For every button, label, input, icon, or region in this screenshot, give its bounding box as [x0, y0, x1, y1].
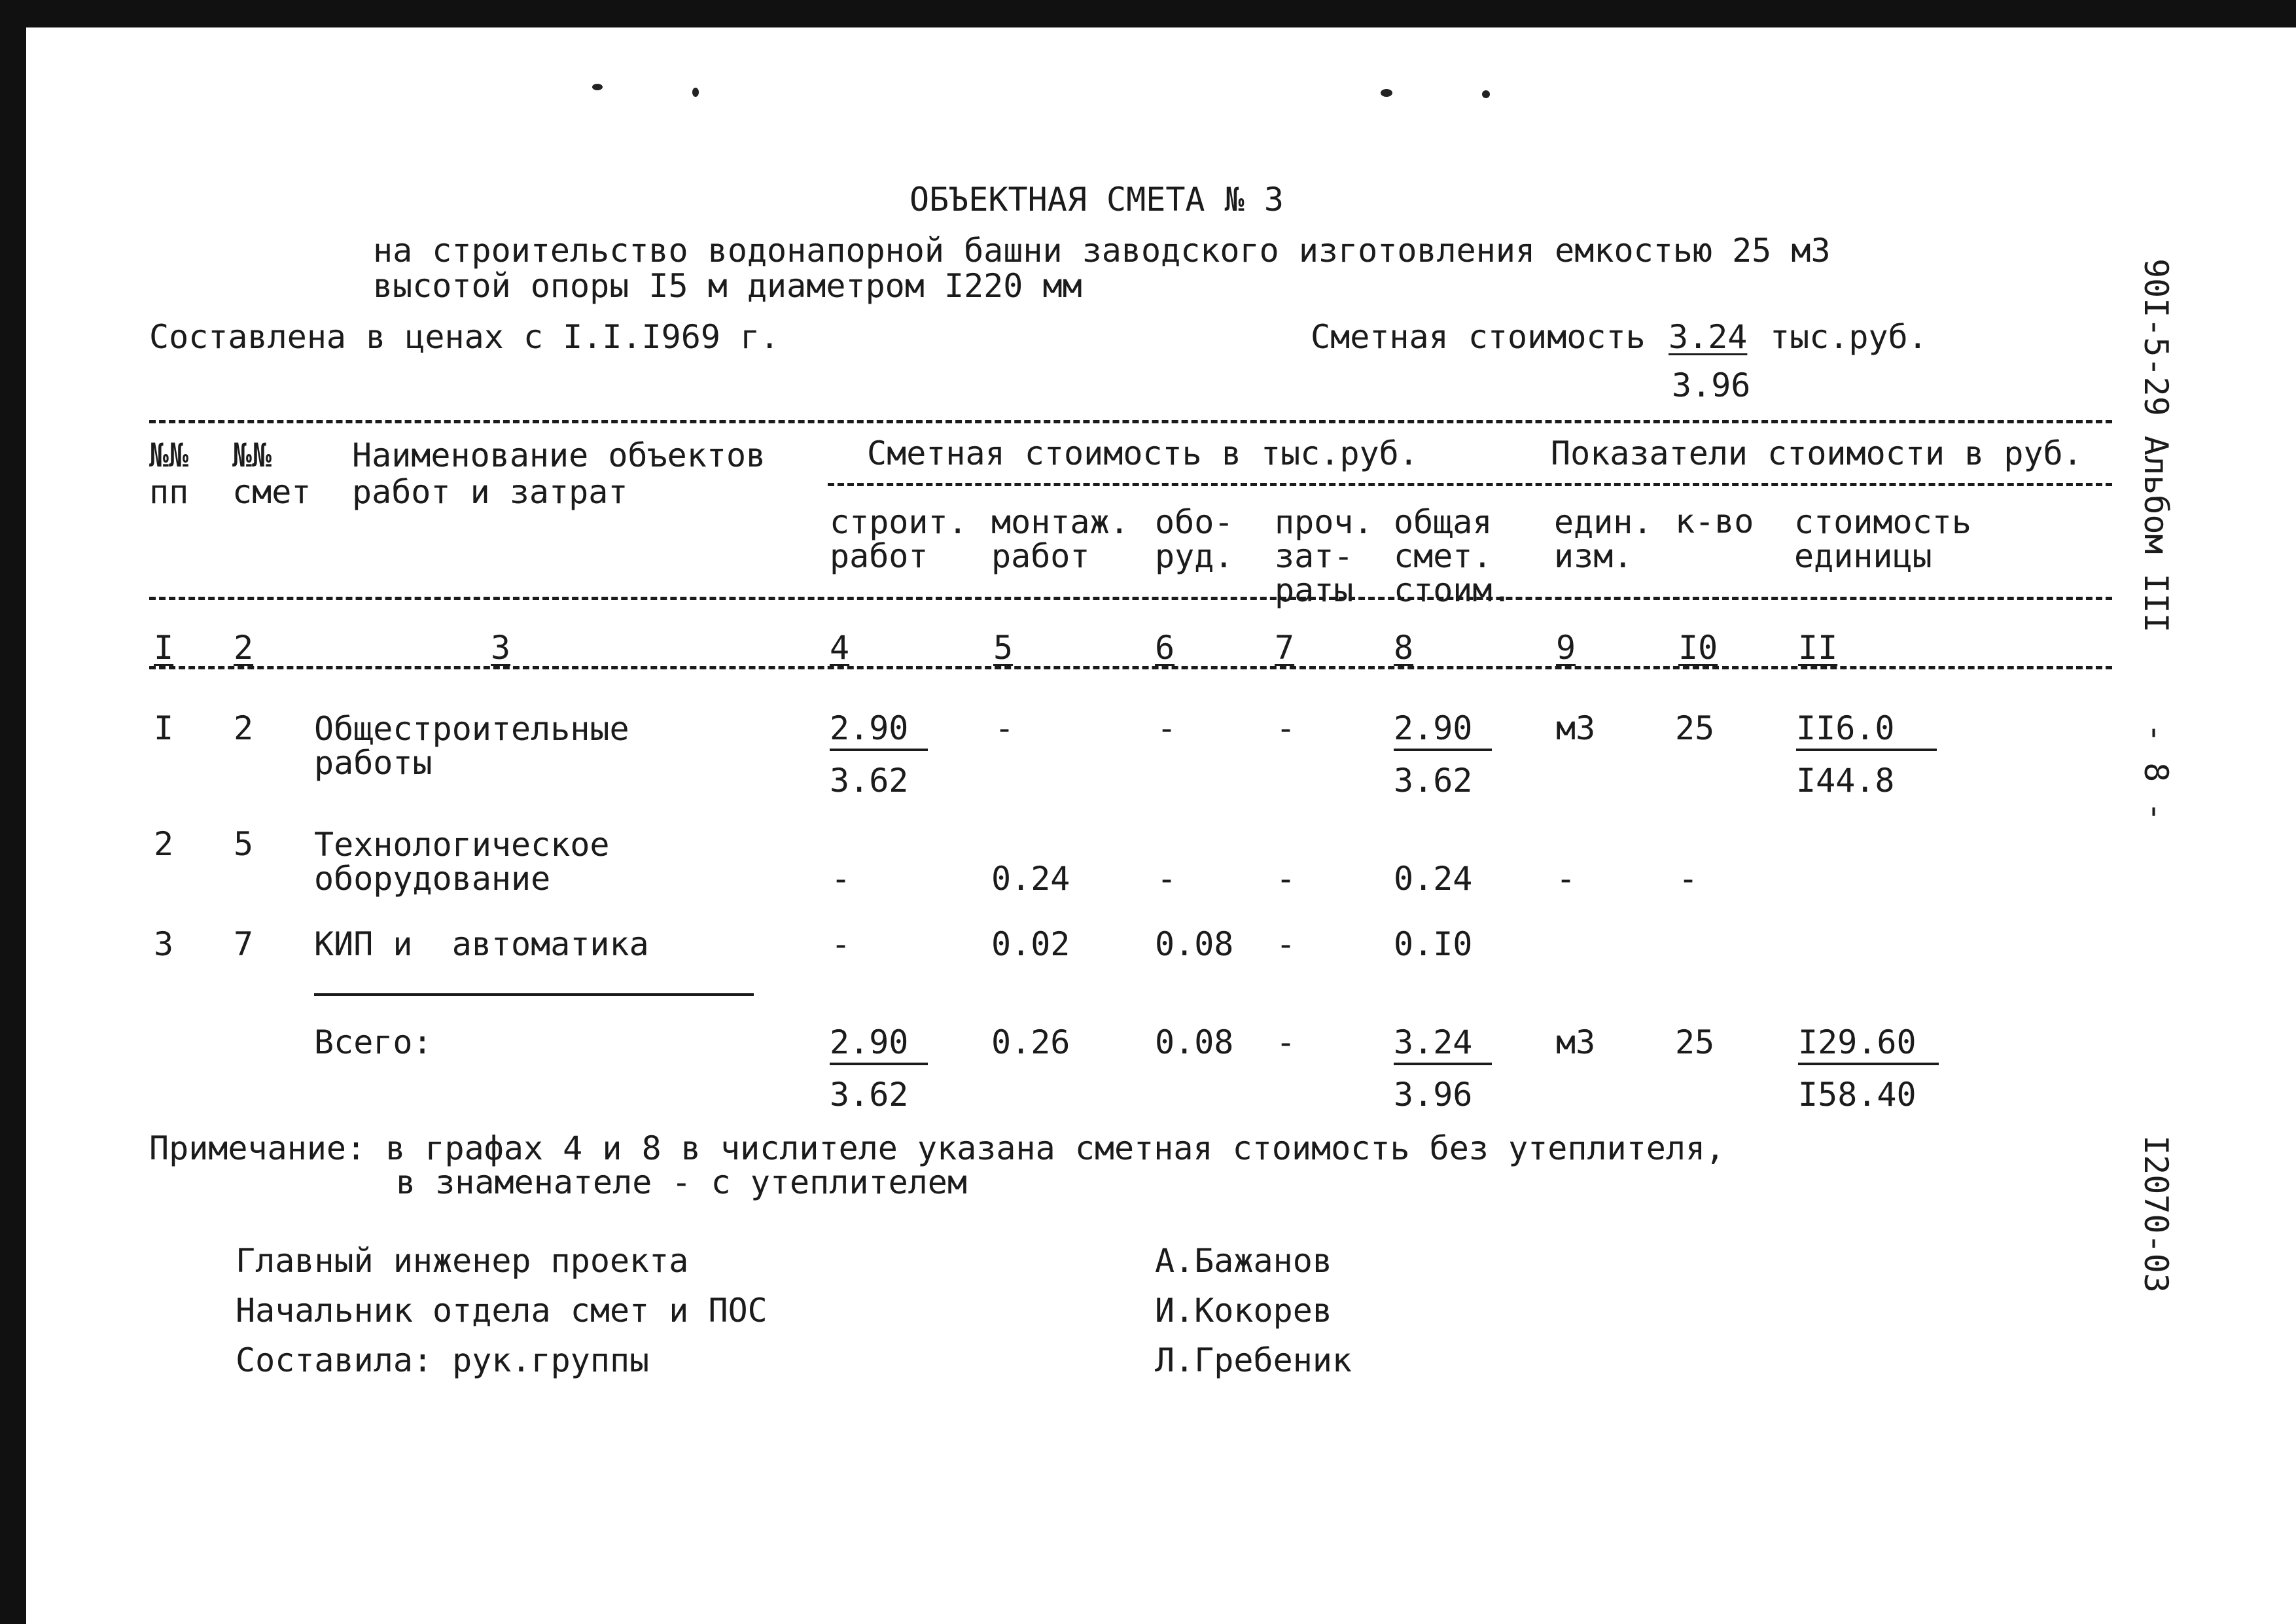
row-equip: - — [1157, 709, 1177, 747]
total-build-alt: 3.62 — [830, 1076, 909, 1114]
row-build: 2.90 — [830, 712, 928, 751]
scan-speck — [692, 88, 699, 97]
header-col-unitcost: стоимость единицы — [1794, 503, 1971, 575]
document-subtitle-line2: высотой опоры I5 м диаметром I220 мм — [373, 267, 1082, 305]
column-number: 8 — [1394, 629, 1414, 667]
total-build-fraction — [830, 1023, 947, 1114]
total-total-alt: 3.96 — [1394, 1076, 1473, 1114]
total-qty: 25 — [1675, 1023, 1715, 1061]
header-bottom-rule — [149, 597, 2112, 600]
total-unitcost: I29.60 — [1798, 1026, 1939, 1065]
column-number: 4 — [830, 629, 850, 667]
row-equip: 0.08 — [1155, 925, 1234, 963]
document-code: I2070-03 — [2137, 1135, 2175, 1293]
column-number: I — [154, 629, 174, 667]
header-col-build: строит. работ — [830, 503, 968, 575]
row-unitcost-fraction — [1796, 709, 1947, 800]
column-number: 3 — [491, 629, 511, 667]
header-col-unit: един. изм. — [1554, 503, 1653, 575]
total-other: - — [1276, 1023, 1296, 1061]
row-total: 0.I0 — [1394, 925, 1473, 963]
row-unitcost-alt: I44.8 — [1796, 762, 1895, 800]
row-unit: м3 — [1556, 709, 1596, 747]
header-col-qty: к-во — [1675, 503, 1754, 540]
estimate-label: Сметная стоимость — [1311, 318, 1646, 356]
header-name: Наименование объектов работ и затрат — [352, 436, 766, 511]
total-separator — [314, 993, 754, 996]
row-build-fraction — [830, 709, 947, 800]
header-indicators-group: Показатели стоимости в руб. — [1551, 434, 2083, 472]
signature-name: И.Кокорев — [1155, 1292, 1332, 1330]
scan-top-border — [0, 0, 2296, 27]
row-name: Общестроительные работы — [314, 710, 629, 782]
header-num-pp: №№ пп — [149, 436, 189, 511]
scan-speck — [1381, 89, 1392, 97]
column-number: 5 — [993, 629, 1014, 667]
signature-role: Начальник отдела смет и ПОС — [236, 1292, 768, 1330]
header-col-equip: обо- руд. — [1155, 503, 1234, 575]
column-number: II — [1798, 629, 1838, 667]
estimate-value: 3.24 — [1669, 318, 1748, 356]
total-unitcost-fraction — [1798, 1023, 1949, 1114]
header-cost-group: Сметная стоимость в тыс.руб. — [867, 434, 1419, 472]
signature-name: А.Бажанов — [1155, 1242, 1332, 1280]
row-smet: 5 — [234, 825, 254, 863]
table-top-rule — [149, 420, 2112, 423]
row-qty: - — [1678, 860, 1699, 898]
row-unitcost: II6.0 — [1796, 712, 1937, 751]
row-other: - — [1276, 925, 1296, 963]
column-number: 9 — [1556, 629, 1576, 667]
row-total-alt: 3.62 — [1394, 762, 1473, 800]
signature-role: Главный инженер проекта — [236, 1242, 689, 1280]
row-smet: 2 — [234, 709, 254, 747]
row-total: 2.90 — [1394, 712, 1492, 751]
album-code: 90I-5-29 Альбом III — [2137, 258, 2175, 633]
total-total-fraction — [1394, 1023, 1511, 1114]
column-number: I0 — [1678, 629, 1718, 667]
row-build: - — [831, 925, 851, 963]
document-subtitle-line1: на строительство водонапорной башни заводского изготовления емкостью 25 м3 — [373, 232, 1831, 270]
row-total: 0.24 — [1394, 860, 1473, 898]
row-pp: 3 — [154, 925, 174, 963]
total-mount: 0.26 — [991, 1023, 1070, 1061]
total-build: 2.90 — [830, 1026, 928, 1065]
header-num-smet: №№ смет — [232, 436, 311, 511]
scan-speck — [592, 84, 603, 90]
estimate-value-alt: 3.96 — [1672, 366, 1751, 404]
column-number: 7 — [1275, 629, 1295, 667]
row-total-fraction — [1394, 709, 1511, 800]
row-mount: 0.02 — [991, 925, 1070, 963]
column-number: 6 — [1155, 629, 1175, 667]
header-col-mount: монтаж. работ — [991, 503, 1129, 575]
total-total: 3.24 — [1394, 1026, 1492, 1065]
scan-speck — [1482, 90, 1490, 98]
total-unit: м3 — [1556, 1023, 1596, 1061]
scan-left-border — [0, 0, 26, 1624]
row-pp: 2 — [154, 825, 174, 863]
total-label: Всего: — [314, 1023, 433, 1061]
total-equip: 0.08 — [1155, 1023, 1234, 1061]
row-pp: I — [154, 709, 174, 747]
row-name: КИП и автоматика — [314, 925, 649, 963]
page-number: - 8 - — [2137, 723, 2175, 822]
row-build: - — [831, 860, 851, 898]
row-mount: - — [995, 709, 1015, 747]
note-line2: в знаменателе - с утеплителем — [396, 1163, 967, 1201]
row-smet: 7 — [234, 925, 254, 963]
column-number: 2 — [234, 629, 254, 667]
document-title: ОБЪЕКТНАЯ СМЕТА № 3 — [910, 181, 1284, 219]
row-name: Технологическое оборудование — [314, 826, 610, 898]
signature-name: Л.Гребеник — [1155, 1341, 1352, 1379]
header-col-total: общая смет. стоим. — [1394, 503, 1512, 609]
total-unitcost-alt: I58.40 — [1798, 1076, 1916, 1114]
cost-group-rule — [828, 483, 2112, 486]
estimate-unit: тыс.руб. — [1770, 318, 1928, 356]
row-unit: - — [1556, 860, 1576, 898]
row-build-alt: 3.62 — [830, 762, 909, 800]
note-line1: Примечание: в графах 4 и 8 в числителе указана сметная стоимость без утеплителя, — [149, 1129, 1725, 1167]
row-other: - — [1276, 709, 1296, 747]
row-other: - — [1276, 860, 1296, 898]
row-qty: 25 — [1675, 709, 1715, 747]
row-equip: - — [1157, 860, 1177, 898]
signature-role: Составила: рук.группы — [236, 1341, 650, 1379]
prices-basis: Составлена в ценах с I.I.I969 г. — [149, 318, 780, 356]
header-col-other: проч. зат- раты — [1275, 503, 1373, 609]
row-mount: 0.24 — [991, 860, 1070, 898]
